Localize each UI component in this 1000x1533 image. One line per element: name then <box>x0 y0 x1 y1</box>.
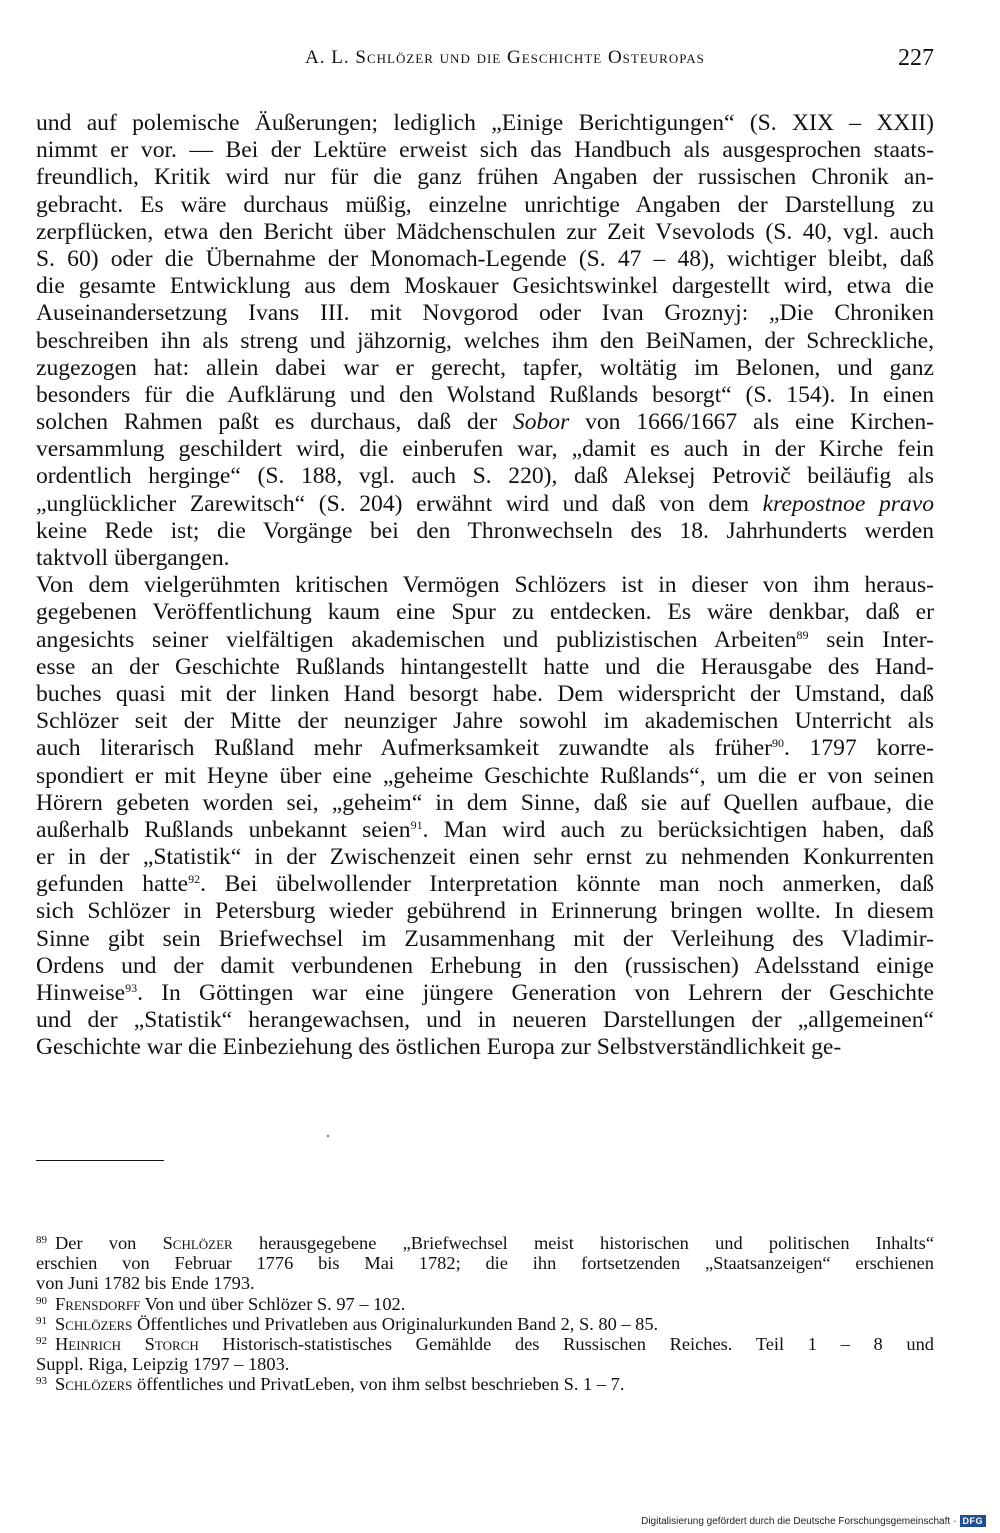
author-name: Schlözers <box>55 1374 133 1395</box>
text-run: ordentlich herginge“ (S. 188, vgl. auch S. 220), daß Aleksej Petrovič beiläufig als <box>36 463 934 490</box>
footnotes <box>36 1233 934 1395</box>
text-line <box>36 409 934 436</box>
paragraph <box>36 110 934 572</box>
footnote-line <box>36 1253 934 1273</box>
text-line <box>36 735 934 762</box>
text-run: spondiert er mit Heyne über eine „geheime Geschichte Rußlands“, um die er von seinen <box>36 762 934 789</box>
footnote-reference[interactable]: 89 <box>796 627 809 642</box>
text-run: Geschichte war die Einbeziehung des östlichen Europa zur Selbstverständlichkeit ge- <box>36 1034 842 1061</box>
footnote-reference[interactable]: 90 <box>772 736 785 751</box>
text-run: öffentliches und PrivatLeben, von ihm selbst beschrieben S. 1 – 7. <box>132 1374 625 1395</box>
footnote-line <box>36 1354 934 1374</box>
text-run: . Man wird auch zu berücksichtigen haben, daß <box>422 816 934 843</box>
text-run: buches quasi mit der linken Hand besorgt habe. Dem widerspricht der Umstand, daß <box>36 680 934 707</box>
text-run: Historisch-statistisches Gemählde des Russischen Reiches. Teil 1 – 8 und <box>198 1333 934 1354</box>
footnote-line <box>36 1294 934 1314</box>
text-run: Auseinandersetzung Ivans III. mit Novgorod oder Ivan Groznyj: „Die Chroniken <box>36 300 934 327</box>
text-run: besonders für die Aufklärung und den Wolstand Rußlands besorgt“ (S. 154). In einen <box>36 381 934 408</box>
text-line <box>36 192 934 219</box>
text-line <box>36 164 934 191</box>
text-run: die gesamte Entwicklung aus dem Moskauer Gesichtswinkel dargestellt wird, etwa die <box>36 273 934 300</box>
text-line <box>36 436 934 463</box>
text-run: und auf polemische Äußerungen; lediglich „Einige Berichtigungen“ (S. XIX – XXII) <box>36 110 934 136</box>
text-run: von Juni 1782 bis Ende 1793. <box>36 1273 255 1294</box>
running-title: A. L. Schlözer und die Geschichte Osteuropas <box>305 47 705 68</box>
text-line <box>36 1007 934 1034</box>
text-line <box>36 463 934 490</box>
text-line <box>36 300 934 327</box>
text-run: Von dem vielgerühmten kritischen Vermögen Schlözers ist in dieser von ihm heraus- <box>36 572 934 599</box>
text-line <box>36 763 934 790</box>
text-run: gegebenen Veröffentlichung kaum eine Spur zu entdecken. Es wäre denkbar, daß er <box>36 599 934 626</box>
text-run: . 1797 korre- <box>784 735 934 762</box>
footnote <box>36 1233 934 1294</box>
text-line <box>36 926 934 953</box>
text-run: solchen Rahmen paßt es durchaus, daß der <box>36 409 513 436</box>
funding-note: Digitalisierung gefördert durch die Deutsche Forschungsgemeinschaft · DFG <box>641 1515 986 1527</box>
text-run: Hinweise <box>36 980 126 1006</box>
footnote-number: 91 <box>36 1314 47 1327</box>
text-run: von 1666/1667 als eine Kirchen- <box>569 409 934 436</box>
text-run: sich Schlözer in Petersburg wieder gebührend in Erinnerung bringen wollte. In diesem <box>36 898 934 925</box>
text-run: Schlözer seit der Mitte der neunziger Jahre sowohl im akademischen Unterricht als <box>36 708 934 735</box>
italic-term: Sobor <box>512 409 570 436</box>
text-line <box>36 328 934 355</box>
text-line <box>36 572 934 599</box>
text-line <box>36 355 934 382</box>
text-run: freundlich, Kritik wird nur für die ganz frühen Angaben der russischen Chronik an- <box>36 164 934 191</box>
italic-term: krepostnoe pravo <box>762 490 934 517</box>
text-run: S. 60) oder die Übernahme der Monomach-Legende (S. 47 – 48), wichtiger bleibt, daß <box>36 245 934 272</box>
text-line <box>36 817 934 844</box>
text-line <box>36 844 934 871</box>
footnote-reference[interactable]: 93 <box>125 981 138 995</box>
text-run: auch literarisch Rußland mehr Aufmerksamkeit zuwandte als früher <box>36 735 773 762</box>
author-name: Frensdorff <box>55 1293 141 1314</box>
text-run: Hörern gebeten worden sei, „geheim“ in dem Sinne, daß sie auf Quellen aufbaue, die <box>36 789 934 816</box>
text-run: . Bei übelwollender Interpretation könnte man noch anmerken, daß <box>200 871 934 898</box>
text-line <box>36 898 934 925</box>
text-run: beschreiben ihn als streng und jähzornig, welches ihm den BeiNamen, der Schreckliche, <box>36 327 934 354</box>
text-run: nimmt er vor. — Bei der Lektüre erweist sich das Handbuch als ausgesprochen staats- <box>36 137 934 164</box>
paragraph <box>36 572 934 1061</box>
footnote-number: 93 <box>36 1375 47 1388</box>
footnote-number: 89 <box>36 1234 47 1246</box>
text-run: außerhalb Rußlands unbekannt seien <box>36 816 411 843</box>
text-line <box>36 219 934 246</box>
footnote-line <box>36 1314 934 1334</box>
text-run: angesichts seiner vielfältigen akademischen und publizistischen Arbeiten <box>36 626 797 653</box>
text-run: und der „Statistik“ herangewachsen, und in neueren Darstellungen der „allgemeinen“ <box>36 1007 934 1034</box>
text-line <box>36 708 934 735</box>
text-line <box>36 246 934 273</box>
page-number: 227 <box>898 45 934 71</box>
text-run: er in der „Statistik“ in der Zwischenzeit einen sehr ernst zu nehmenden Konkurrenten <box>36 844 934 871</box>
footnote <box>36 1374 934 1394</box>
text-run: zerpflücken, etwa den Bericht über Mädchenschulen zur Zeit Vsevolods (S. 40, vgl. auch <box>36 218 934 245</box>
author-name: Heinrich Storch <box>55 1333 199 1354</box>
text-line <box>36 1034 934 1061</box>
footnote <box>36 1294 934 1314</box>
text-run: gebracht. Es wäre durchaus müßig, einzelne unrichtige Angaben der Darstellung zu <box>36 191 934 218</box>
funding-text: Digitalisierung gefördert durch die Deutsche Forschungsgemeinschaft <box>641 1515 951 1527</box>
text-line <box>36 137 934 164</box>
footnote-line <box>36 1374 934 1394</box>
scan-speck <box>327 1135 329 1137</box>
text-line <box>36 382 934 409</box>
text-run: zugezogen hat: allein dabei war er gerecht, tapfer, woltätig im Belonen, und ganz <box>36 354 934 381</box>
text-run: keine Rede ist; die Vorgänge bei den Thronwechseln des 18. Jahrhunderts werden <box>36 517 934 544</box>
footnote-separator <box>36 1160 164 1161</box>
body-text <box>36 110 934 1062</box>
text-run: herausgegebene „Briefwechsel meist historischen und politischen Inhalts“ <box>232 1233 934 1253</box>
footnote-line <box>36 1233 934 1253</box>
text-line <box>36 654 934 681</box>
footnote-line <box>36 1334 934 1354</box>
text-run: „unglücklicher Zarewitsch“ (S. 204) erwähnt wird und daß von dem <box>36 490 763 517</box>
text-line <box>36 545 934 572</box>
text-run: Von und über Schlözer S. 97 – 102. <box>140 1293 406 1314</box>
text-line <box>36 110 934 137</box>
author-name: Schlözers <box>55 1313 133 1334</box>
text-line <box>36 273 934 300</box>
text-line <box>36 491 934 518</box>
text-line <box>36 953 934 980</box>
footnote-number: 90 <box>36 1294 47 1307</box>
text-run: esse an der Geschichte Rußlands hintangestellt hatte und die Herausgabe des Hand- <box>36 653 934 680</box>
text-run: gefunden hatte <box>36 871 189 898</box>
text-run: Der von <box>55 1233 163 1253</box>
text-run: Suppl. Riga, Leipzig 1797 – 1803. <box>36 1354 290 1375</box>
text-run: sein Inter- <box>808 626 934 653</box>
text-line <box>36 518 934 545</box>
text-line <box>36 980 934 1007</box>
text-run: Ordens und der damit verbundenen Erhebung in den (russischen) Adelsstand einige <box>36 952 934 979</box>
text-run: Öffentliches und Privatleben aus Originalurkunden Band 2, S. 80 – 85. <box>132 1313 659 1334</box>
text-line <box>36 599 934 626</box>
page-header <box>36 47 934 79</box>
footnote-reference[interactable]: 91 <box>410 817 423 832</box>
text-line <box>36 681 934 708</box>
text-run: . In Göttingen war eine jüngere Generation von Lehrern der Geschichte <box>137 980 934 1006</box>
footnote-number: 92 <box>36 1334 47 1347</box>
text-run: versammlung geschildert wird, die einberufen war, „damit es auch in der Kirche fein <box>36 436 934 463</box>
text-line <box>36 627 934 654</box>
footnote-reference[interactable]: 92 <box>188 872 201 887</box>
text-line <box>36 790 934 817</box>
footnote <box>36 1314 934 1334</box>
text-run: erschien von Februar 1776 bis Mai 1782; die ihn fortsetzenden „Staatsanzeigen“ erschienen <box>36 1253 934 1274</box>
text-run: taktvoll übergangen. <box>36 545 230 571</box>
footnote <box>36 1334 934 1374</box>
text-line <box>36 871 934 898</box>
author-name: Schlözer <box>162 1233 233 1253</box>
dfg-logo: DFG <box>960 1515 987 1527</box>
footnote-line <box>36 1273 934 1293</box>
text-run: Sinne gibt sein Briefwechsel im Zusammenhang mit der Verleihung des Vladimir- <box>36 925 934 952</box>
